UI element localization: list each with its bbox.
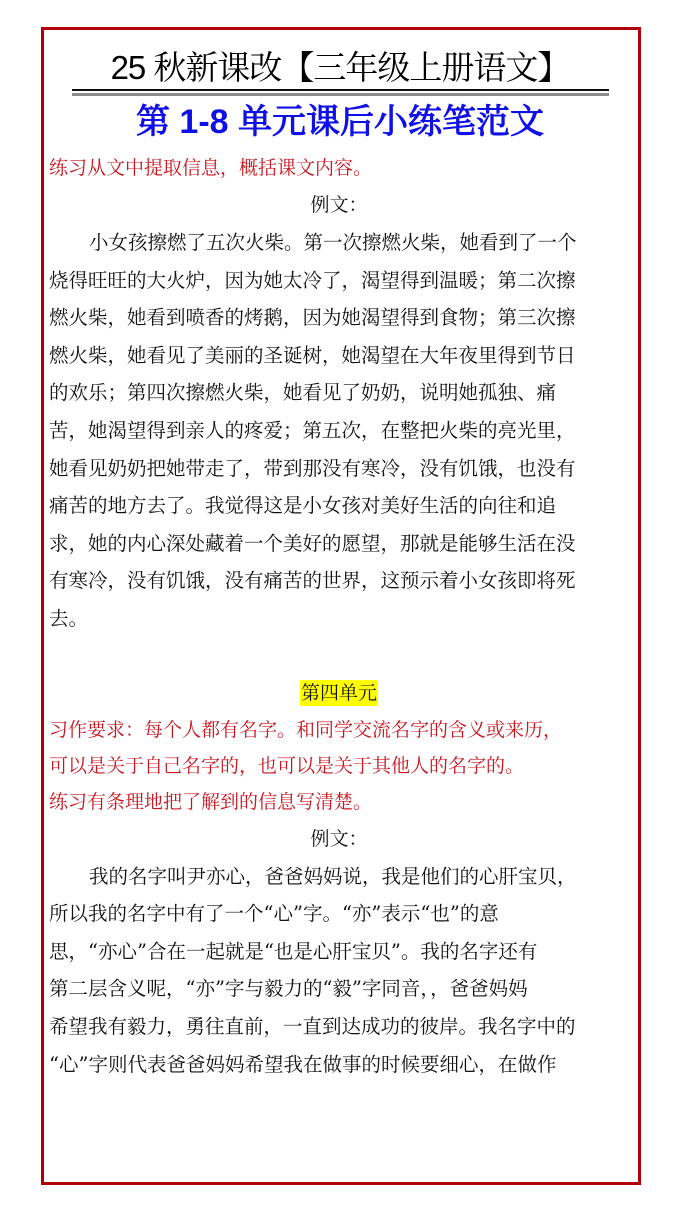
paragraph-line: 希望我有毅力，勇往直前，一直到达成功的彼岸。我名字中的 xyxy=(49,1014,576,1038)
paragraph-line: 去。 xyxy=(49,606,89,630)
writing-requirement-line: 练习有条理地把了解到的信息写清楚。 xyxy=(49,790,373,813)
title-double-underline xyxy=(72,89,609,97)
paragraph-line: 燃火柴，她看到喷香的烤鹅，因为她渴望得到食物；第三次擦 xyxy=(49,306,576,330)
exercise-instruction: 练习从文中提取信息，概括课文内容。 xyxy=(49,157,373,179)
paragraph-line: 烧得旺旺的大火炉，因为她太冷了，渴望得到温暖；第二次擦 xyxy=(49,268,576,292)
example-paragraph xyxy=(49,858,629,1084)
paragraph-line: 求，她的内心深处藏着一个美好的愿望，那就是能够生活在没 xyxy=(49,531,576,555)
document-title: 25 秋新课改【三年级上册语文】 xyxy=(110,49,570,86)
example-paragraph xyxy=(49,224,629,638)
paragraph-line: 有寒冷，没有饥饿，没有痛苦的世界，这预示着小女孩即将死 xyxy=(49,569,576,593)
paragraph-line: 苦，她渴望得到亲人的疼爱；第五次，在整把火柴的亮光里， xyxy=(49,418,576,442)
unit-highlight-label: 第四单元 xyxy=(300,681,377,704)
paragraph-line: 燃火柴，她看见了美丽的圣诞树，她渴望在大年夜里得到节日 xyxy=(49,343,576,367)
section-unit-four xyxy=(49,674,629,1084)
paragraph-line: 她看见奶奶把她带走了，带到那没有寒冷，没有饥饿，也没有 xyxy=(49,456,576,480)
paragraph-line: 所以我的名字中有了一个“心”字。“亦”表示“也”的意 xyxy=(49,902,499,926)
document-subtitle: 第 1-8 单元课后小练笔范文 xyxy=(135,103,545,141)
writing-requirement-line: 可以是关于自己名字的，也可以是关于其他人的名字的。 xyxy=(49,754,525,777)
paragraph-line: 第二层含义呢，“亦”字与毅力的“毅”字同音，，爸爸妈妈 xyxy=(49,977,528,1001)
example-label: 例文： xyxy=(310,194,368,216)
writing-requirement-line: 习作要求：每个人都有名字。和同学交流名字的含义或来历， xyxy=(49,718,563,741)
paragraph-line: “心”字则代表爸爸妈妈希望我在做事的时候要细心，在做作 xyxy=(49,1052,557,1076)
document-content xyxy=(49,150,629,1083)
paragraph-line: 思，“亦心”合在一起就是“也是心肝宝贝”。我的名字还有 xyxy=(49,939,538,963)
section-match-girl-summary xyxy=(49,150,629,638)
paragraph-line: 痛苦的地方去了。我觉得这是小女孩对美好生活的向往和追 xyxy=(49,494,557,518)
unit-heading xyxy=(49,674,629,712)
example-label: 例文： xyxy=(310,827,368,850)
paragraph-line: 的欢乐；第四次擦燃火柴，她看见了奶奶，说明她孤独、痛 xyxy=(49,381,557,405)
paragraph-line: 我的名字叫尹亦心，爸爸妈妈说，我是他们的心肝宝贝， xyxy=(89,864,577,888)
paragraph-line: 小女孩擦燃了五次火柴。第一次擦燃火柴，她看到了一个 xyxy=(89,231,577,254)
